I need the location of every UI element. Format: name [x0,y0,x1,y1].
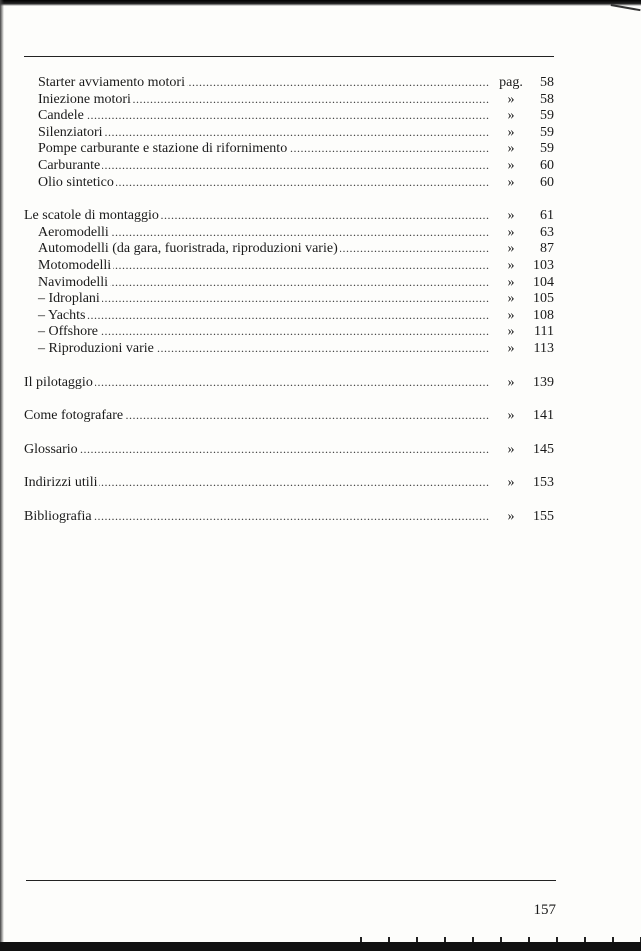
toc-entry-marker: » [507,241,515,257]
toc-entry-title: Navimodelli [38,274,108,290]
toc-entry-marker: » [507,224,515,240]
toc-entry-title: Silenziatori [38,124,103,140]
footer-rule [26,880,556,881]
leader-dots [38,124,490,141]
toc-entry-marker: » [507,509,515,524]
toc-entry-page: 155 [533,509,554,524]
toc-entry-page: 139 [533,374,554,390]
toc-entry-title: Iniezione motori [38,91,131,107]
toc-entry-title: Pompe carburante e stazione di rifornimento [38,141,288,157]
toc-entry-marker: » [507,374,515,390]
toc-entry-page: 141 [533,408,554,424]
leader-dots [24,441,490,458]
toc-entry-title: – Riproduzioni varie [38,341,154,356]
toc-entry[interactable] [0,340,641,357]
toc-entry-title: Indirizzi utili [24,475,98,491]
toc-entry[interactable] [0,323,641,340]
toc-entry[interactable] [0,124,641,141]
scan-edge-bottom-ticks [360,937,641,942]
toc-entry-marker: » [507,475,515,491]
leader-dots [38,307,490,324]
toc-entry-marker: » [507,258,515,273]
header-rule [24,56,554,57]
scan-edge-top-tail [609,4,641,21]
toc-entry-marker: » [507,158,515,173]
leader-dots [38,157,490,174]
toc-entry[interactable] [0,441,641,458]
scan-edge-bottom [0,942,641,951]
toc-entry-marker: » [507,108,515,124]
toc-entry[interactable] [0,274,641,291]
toc-entry[interactable] [0,474,641,491]
toc-entry[interactable] [0,290,641,307]
toc-entry-marker: » [507,324,515,340]
page-number: 157 [533,902,556,918]
toc-entry-page: 59 [540,124,554,140]
toc-entry-title: Starter avviamento motori [38,75,185,90]
leader-dots [38,107,490,124]
toc-entry[interactable] [0,307,641,324]
toc-entry-marker: » [507,408,515,424]
toc-entry-page: 58 [540,91,554,107]
toc-entry-page: 59 [540,108,554,124]
toc-entry-page: 153 [533,475,554,491]
toc-entry[interactable] [0,174,641,191]
toc-entry-page: 60 [540,174,554,190]
toc-entry-page: 59 [540,141,554,157]
toc-entry-title: Glossario [24,441,78,457]
toc-entry[interactable] [0,407,641,424]
toc-entry[interactable] [0,224,641,241]
toc-entry-marker: » [507,307,515,323]
toc-entry[interactable] [0,374,641,391]
toc-entry[interactable] [0,207,641,224]
toc-entry-marker: » [507,124,515,140]
toc-entry-page: 87 [540,241,554,257]
toc-entry[interactable] [0,74,641,91]
toc-entry-page: 105 [533,291,554,307]
toc-entry-title: – Offshore [38,324,99,340]
toc-entry[interactable] [0,257,641,274]
leader-dots [24,508,490,525]
toc-entry-title: Le scatole di montaggio [24,208,159,224]
toc-entry-title: Automodelli (da gara, fuoristrada, riproduzioni varie) [38,241,338,257]
toc-entry-page: 145 [533,441,554,457]
toc-entry-page: 113 [533,341,554,356]
toc-entry[interactable] [0,107,641,124]
toc-entry-marker: pag. [499,75,523,90]
toc-entry-page: 63 [540,224,554,240]
toc-entry-page: 61 [540,208,554,224]
toc-entry-title: Come fotografare [24,408,124,424]
toc-entry-marker: » [507,208,515,224]
toc-entry-title: Olio sintetico [38,174,114,190]
toc-entry-title: – Idroplani [38,291,100,307]
toc-entry-title: – Yachts [38,307,86,323]
toc-entry-title: Aeromodelli [38,224,109,240]
toc-entry-page: 103 [533,258,554,273]
toc-entry-marker: » [507,174,515,190]
toc-entry-title: Motomodelli [38,258,112,273]
toc-entry[interactable] [0,157,641,174]
toc-entry-marker: » [507,291,515,307]
scan-edge-top [0,0,641,6]
toc-entry-page: 108 [533,307,554,323]
toc-entry[interactable] [0,91,641,108]
leader-dots [38,323,490,340]
toc-entry-marker: » [507,141,515,157]
toc-entry-marker: » [507,441,515,457]
toc-entry-page: 58 [540,75,554,90]
toc-entry-title: Candele [38,108,84,124]
toc-entry[interactable] [0,240,641,257]
toc-entry-marker: » [507,341,515,356]
leader-dots [38,290,490,307]
toc-entry-title: Il pilotaggio [24,374,93,390]
toc-entry-marker: » [507,91,515,107]
toc-entry-title: Bibliografia [24,509,92,524]
toc-entry-page: 111 [534,324,554,340]
toc-entry[interactable] [0,508,641,525]
toc-entry-marker: » [507,274,515,290]
toc-entry-title: Carburante [38,158,101,173]
toc-entry-page: 60 [540,158,554,173]
toc-entry-page: 104 [533,274,554,290]
toc-entry[interactable] [0,140,641,157]
